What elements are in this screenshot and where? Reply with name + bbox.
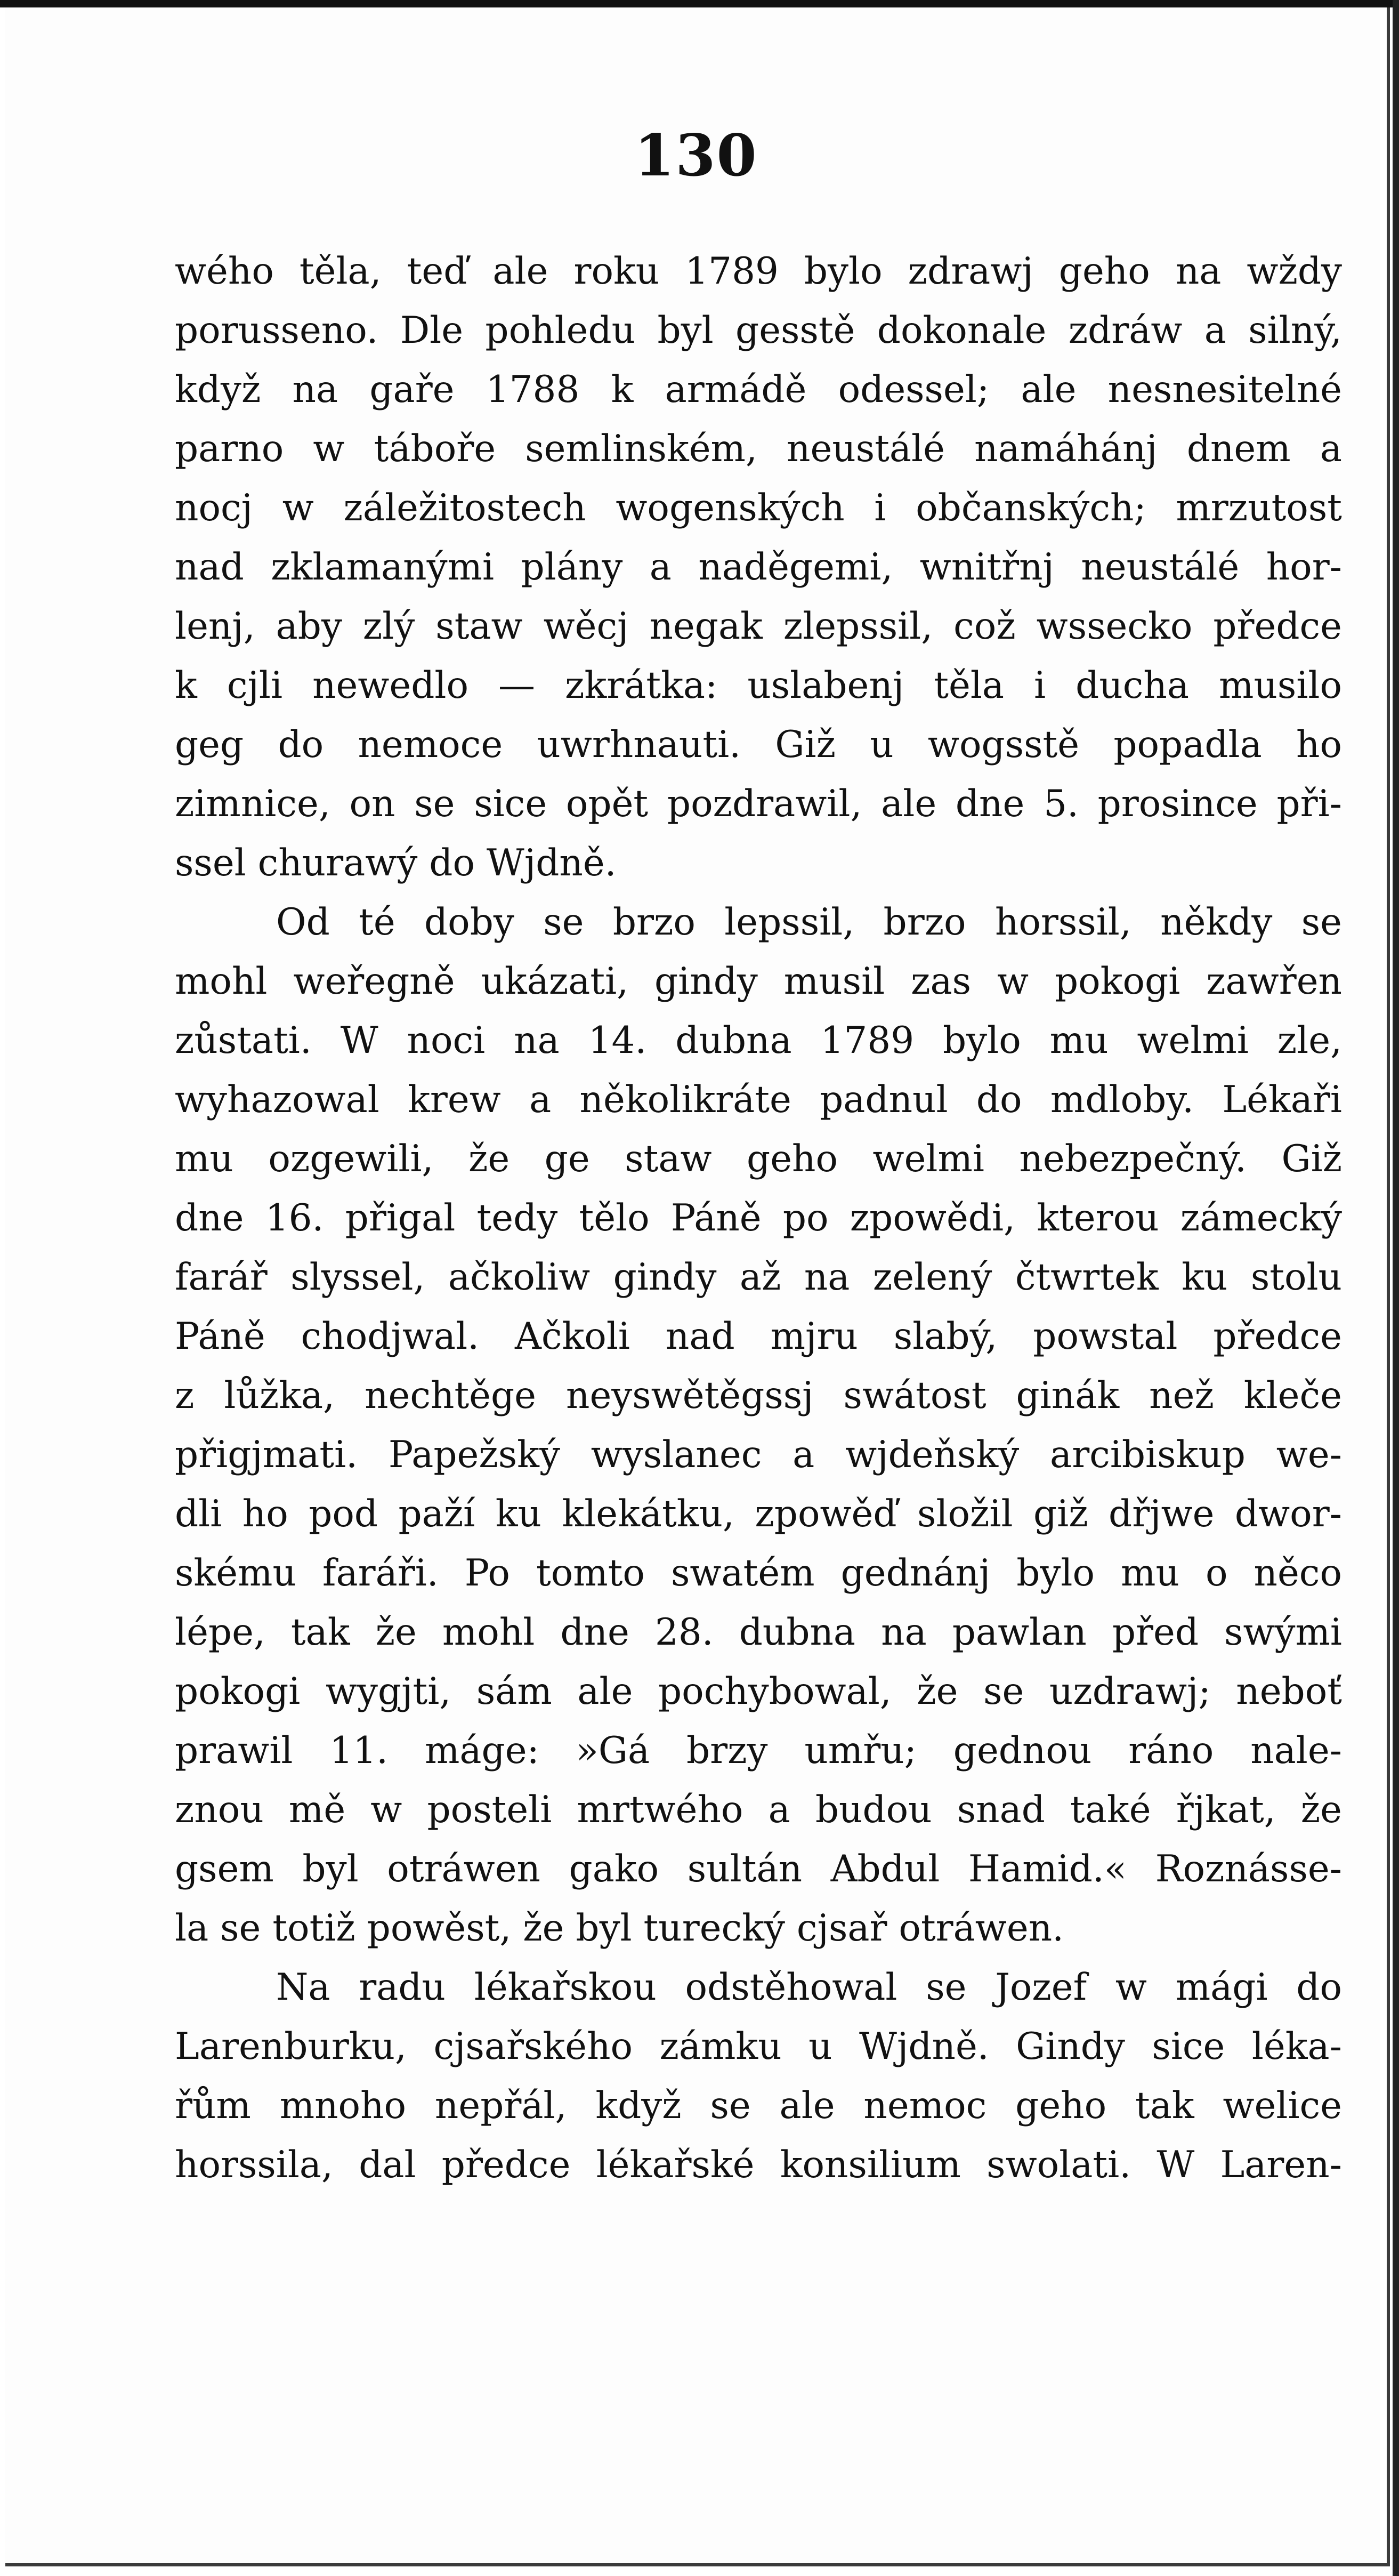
- text-line: la se totiž powěst, že byl turecký cjsař otráwen.: [175, 1907, 1064, 1950]
- text-line: porusseno. Dle pohledu byl gesstě dokonale zdráw a silný,: [175, 309, 1342, 352]
- text-line: ssel churawý do Wjdně.: [175, 842, 617, 884]
- text-line: wyhazowal krew a několikráte padnul do mdloby. Lékaři: [175, 1078, 1342, 1121]
- text-line: Páně chodjwal. Ačkoli nad mjru slabý, powstal předce: [175, 1315, 1342, 1358]
- text-line: k cjli newedlo — zkrátka: uslabenj těla i ducha musilo: [175, 664, 1342, 707]
- text-line: nocj w záležitostech wogenských i občanských; mrzutost: [175, 487, 1342, 529]
- text-line: Od té doby se brzo lepssil, brzo horssil, někdy se: [276, 901, 1342, 944]
- text-line: z lůžka, nechtěge neyswětěgssj swátost ginák než kleče: [175, 1374, 1342, 1417]
- text-line: wého těla, teď ale roku 1789 bylo zdrawj geho na wždy: [175, 250, 1342, 293]
- text-line: horssila, dal předce lékařské konsilium swolati. W Laren-: [175, 2144, 1342, 2186]
- text-line: geg do nemoce uwrhnauti. Giž u wogsstě popadla ho: [175, 723, 1342, 766]
- text-line: mohl weřegně ukázati, gindy musil zas w pokogi zawřen: [175, 960, 1342, 1003]
- page-number: 130: [634, 122, 758, 189]
- text-line: Larenburku, cjsařského zámku u Wjdně. Gindy sice léka-: [175, 2025, 1342, 2068]
- scan-edge-top: [0, 0, 1399, 7]
- text-line: přigjmati. Papežský wyslanec a wjdeňský arcibiskup we-: [175, 1434, 1342, 1476]
- text-line: nad zklamanými plány a naděgemi, wnitřnj neustálé hor-: [175, 546, 1342, 589]
- text-line: pokogi wygjti, sám ale pochybowal, že se uzdrawj; neboť: [175, 1670, 1342, 1713]
- text-line: dli ho pod paží ku klekátku, zpowěď složil giž dřjwe dwor-: [175, 1493, 1342, 1535]
- text-line: prawil 11. máge: »Gá brzy umřu; gednou ráno nale-: [175, 1729, 1342, 1772]
- text-line: farář slyssel, ačkoliw gindy až na zelený čtwrtek ku stolu: [175, 1256, 1342, 1299]
- text-line: zůstati. W noci na 14. dubna 1789 bylo mu welmi zle,: [175, 1019, 1342, 1062]
- text-line: řům mnoho nepřál, když se ale nemoc geho tak welice: [175, 2084, 1342, 2127]
- text-line: zimnice, on se sice opět pozdrawil, ale dne 5. prosince při-: [175, 783, 1342, 825]
- text-line: Na radu lékařskou odstěhowal se Jozef w mági do: [276, 1966, 1342, 2009]
- text-line: gsem byl otráwen gako sultán Abdul Hamid.« Roznásse-: [175, 1848, 1342, 1890]
- text-line: když na gaře 1788 k armádě odessel; ale nesnesitelné: [175, 368, 1342, 411]
- text-line: mu ozgewili, že ge staw geho welmi nebezpečný. Giž: [175, 1138, 1342, 1180]
- scan-edge-right: [1393, 0, 1399, 2576]
- book-page: [5, 7, 1390, 2566]
- text-line: lenj, aby zlý staw wěcj negak zlepssil, což wssecko předce: [175, 605, 1342, 648]
- text-line: parno w táboře semlinském, neustálé namáhánj dnem a: [175, 428, 1342, 470]
- text-line: znou mě w posteli mrtwého a budou snad také řjkat, že: [175, 1789, 1342, 1831]
- text-line: lépe, tak že mohl dne 28. dubna na pawlan před swými: [175, 1611, 1342, 1654]
- text-line: dne 16. přigal tedy tělo Páně po zpowědi, kterou zámecký: [175, 1197, 1342, 1239]
- body-text: [175, 242, 1342, 2195]
- text-line: skému faráři. Po tomto swatém gednánj bylo mu o něco: [175, 1552, 1342, 1595]
